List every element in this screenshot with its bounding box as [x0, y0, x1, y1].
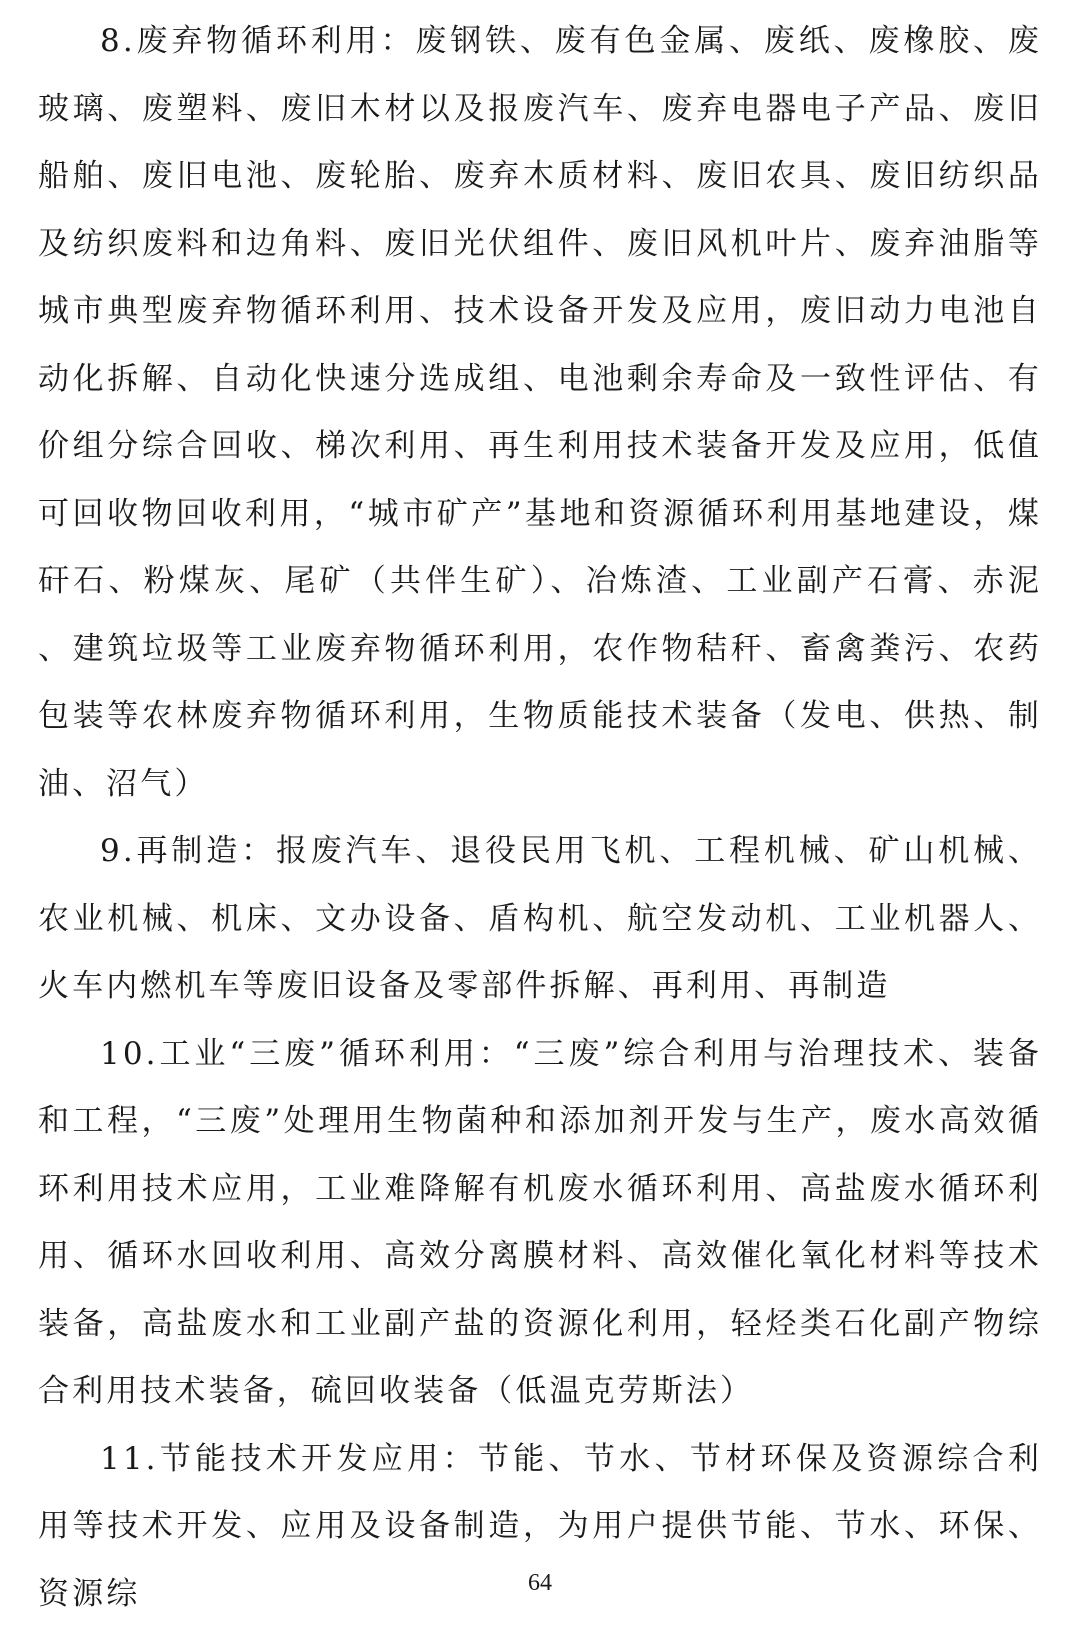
paragraph-item-8: 8.废弃物循环利用：废钢铁、废有色金属、废纸、废橡胶、废玻璃、废塑料、废旧木材以及报废汽车、废弃电器电子产品、废旧船舶、废旧电池、废轮胎、废弃木质材料、废旧农具、废旧纺织品及纺织废料和边角料、废旧光伏组件、废旧风机叶片、废弃油脂等城市典型废弃物循环利用、技术设备开发及应用，废旧动力电池自动化拆解、自动化快速分选成组、电池剩余寿命及一致性评估、有价组分综合回收、梯次利用、再生利用技术装备开发及应用，低值可回收物回收利用，“城市矿产”基地和资源循环利用基地建设，煤矸石、粉煤灰、尾矿（共伴生矿）、冶炼渣、工业副产石膏、赤泥、建筑垃圾等工业废弃物循环利用，农作物秸秆、畜禽粪污、农药包装等农林废弃物循环利用，生物质能技术装备（发电、供热、制油、沼气） [38, 23, 1042, 802]
page-number: 64 [528, 1570, 552, 1596]
paragraph-item-11: 11.节能技术开发应用：节能、节水、节材环保及资源综合利用等技术开发、应用及设备制造，为用户提供节能、节水、环保、资源综 [38, 1440, 1042, 1612]
paragraph-item-10: 10.工业“三废”循环利用：“三废”综合利用与治理技术、装备和工程，“三废”处理用生物菌种和添加剂开发与生产，废水高效循环利用技术应用，工业难降解有机废水循环利用、高盐废水循环利用、循环水回收利用、高效分离膜材料、高效催化氧化材料等技术装备，高盐废水和工业副产盐的资源化利用，轻烃类石化副产物综合利用技术装备，硫回收装备（低温克劳斯法） [38, 1035, 1042, 1409]
document-body [38, 8, 1042, 1628]
paragraph-item-9: 9.再制造：报废汽车、退役民用飞机、工程机械、矿山机械、农业机械、机床、文办设备、盾构机、航空发动机、工业机器人、火车内燃机车等废旧设备及零部件拆解、再利用、再制造 [38, 833, 1042, 1004]
